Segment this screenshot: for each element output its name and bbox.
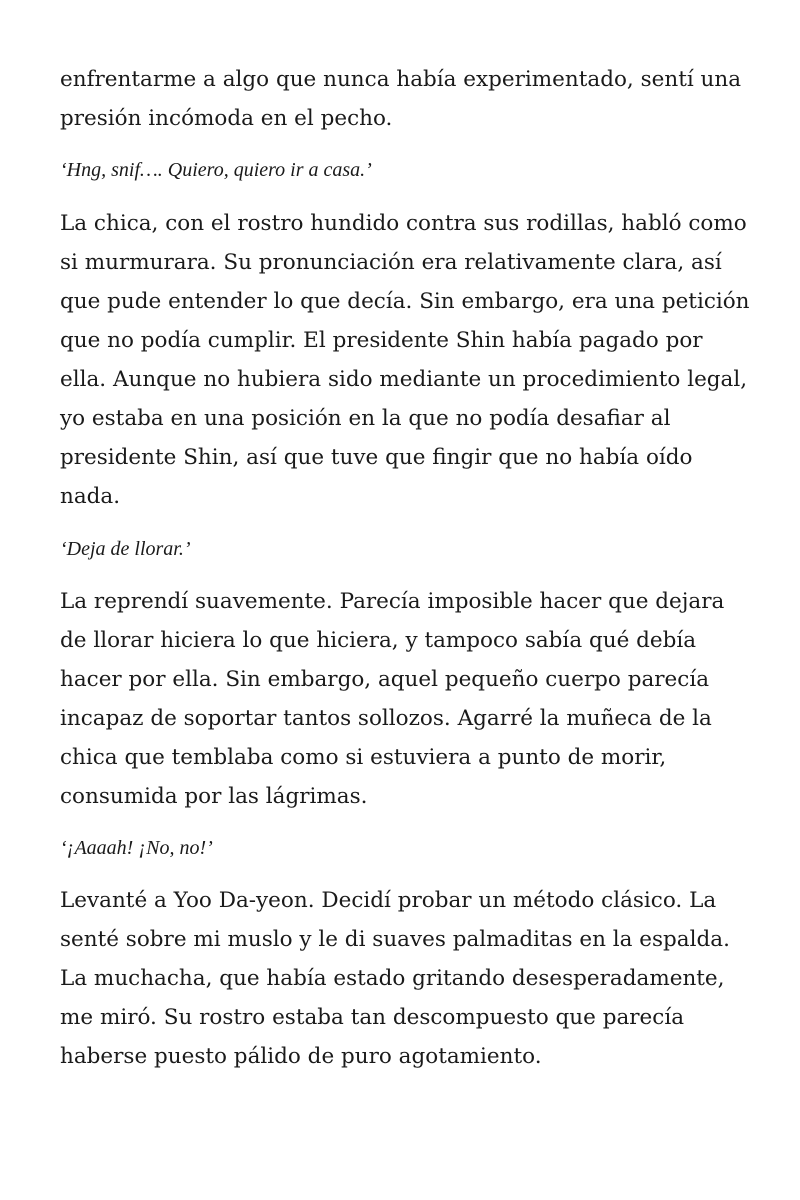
dialogue-line: ‘Deja de llorar.’: [60, 538, 191, 560]
dialogue-line: ‘Hng, snif…. Quiero, quiero ir a casa.’: [60, 159, 372, 181]
dialogue-line: ‘¡Aaaah! ¡No, no!’: [60, 837, 213, 859]
narration-paragraph: La chica, con el rostro hundido contra sus rodillas, habló como si murmurara. Su pronunciación era relativamente clara, así que pude entender lo que decía. Sin embargo, era una petición que no podía cumplir. El presidente Shin había pagado por ella. Aunque no hubiera sido mediante un procedimiento legal, yo estaba en una posición en la que no podía desafiar al presidente Shin, así que tuve que fingir que no había oído nada.: [60, 211, 750, 509]
document-page: [60, 60, 750, 1076]
narration-paragraph: Levanté a Yoo Da-yeon. Decidí probar un método clásico. La senté sobre mi muslo y le di suaves palmaditas en la espalda. La muchacha, que había estado gritando desesperadamente, me miró. Su rostro estaba tan descompuesto que parecía haberse puesto pálido de puro agotamiento.: [60, 888, 730, 1069]
narration-paragraph: La reprendí suavemente. Parecía imposible hacer que dejara de llorar hiciera lo que hiciera, y tampoco sabía qué debía hacer por ella. Sin embargo, aquel pequeño cuerpo parecía incapaz de soportar tantos sollozos. Agarré la muñeca de la chica que temblaba como si estuviera a punto de morir, consumida por las lágrimas.: [60, 589, 725, 809]
narration-paragraph: enfrentarme a algo que nunca había experimentado, sentí una presión incómoda en el pecho.: [60, 67, 742, 131]
